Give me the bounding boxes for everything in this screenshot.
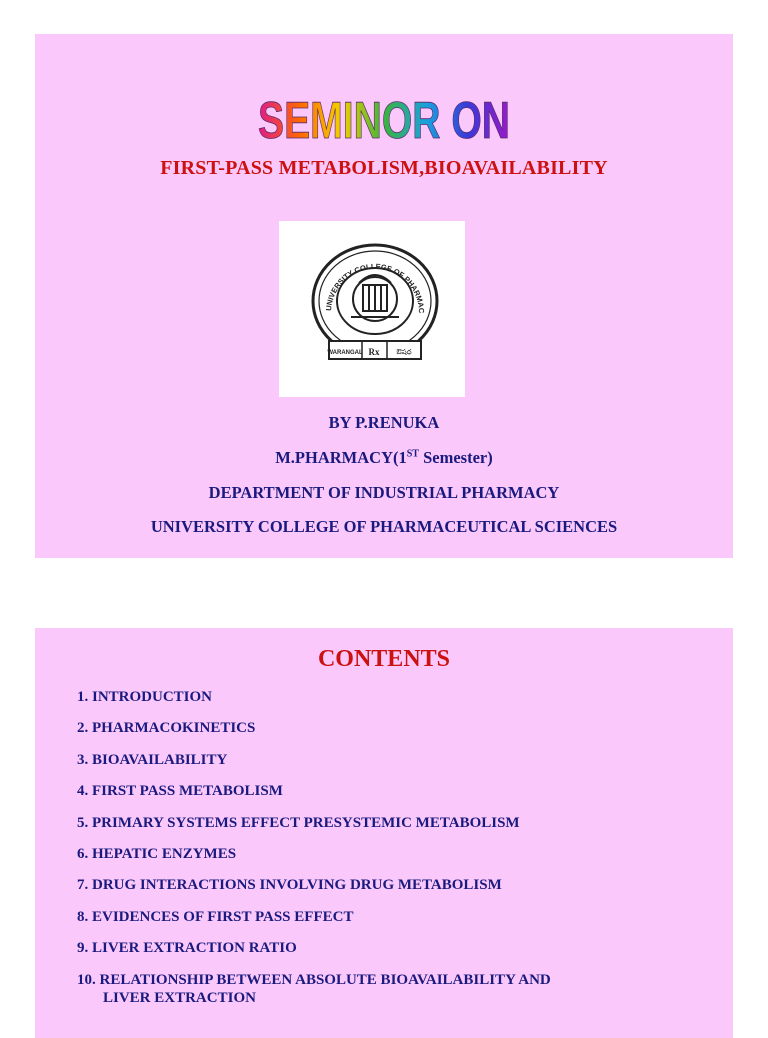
seal-bottom-right: ఔషధ	[396, 348, 412, 356]
contents-slide	[35, 628, 733, 1038]
list-item-multiline	[77, 971, 697, 1007]
seal-bottom-left: WARANGAL	[327, 350, 363, 356]
college-seal-logo	[279, 221, 465, 397]
list-item: 8. EVIDENCES OF FIRST PASS EFFECT	[77, 908, 354, 925]
degree-suffix: Semester)	[418, 448, 493, 467]
list-item: 5. PRIMARY SYSTEMS EFFECT PRESYSTEMIC METABOLISM	[77, 814, 520, 831]
list-item-line2: LIVER EXTRACTION	[103, 989, 256, 1006]
list-item: 7. DRUG INTERACTIONS INVOLVING DRUG METABOLISM	[77, 877, 502, 894]
department-line: DEPARTMENT OF INDUSTRIAL PHARMACY	[208, 483, 560, 502]
seal-ring-text: UNIVERSITY COLLEGE OF PHARMAC	[323, 261, 427, 314]
title-slide	[35, 34, 733, 558]
list-item: 9. LIVER EXTRACTION RATIO	[77, 940, 297, 957]
author-line: BY P.RENUKA	[328, 413, 440, 432]
list-item: 1. INTRODUCTION	[77, 689, 213, 705]
list-item: 2. PHARMACOKINETICS	[77, 720, 256, 737]
contents-heading: CONTENTS	[317, 646, 451, 672]
presentation-subtitle: FIRST-PASS METABOLISM,BIOAVAILABILITY	[160, 157, 608, 179]
banner-wordart	[254, 90, 514, 150]
degree-prefix: M.PHARMACY(1	[275, 448, 407, 467]
list-item: 3. BIOAVAILABILITY	[77, 751, 228, 768]
list-item: 6. HEPATIC ENZYMES	[77, 845, 237, 862]
seal-bottom-mid: Rx	[368, 347, 380, 357]
list-item-line1: 10. RELATIONSHIP BETWEEN ABSOLUTE BIOAVAILABILITY AND	[77, 971, 551, 988]
seminar-banner	[35, 90, 733, 155]
contents-list	[77, 688, 697, 1007]
banner-text: SEMINOR ON	[258, 92, 510, 150]
seal-icon	[279, 221, 465, 397]
degree-superscript: ST	[406, 448, 419, 460]
college-line: UNIVERSITY COLLEGE OF PHARMACEUTICAL SCIENCES	[150, 517, 618, 536]
list-item: 4. FIRST PASS METABOLISM	[77, 783, 283, 800]
degree-line	[35, 448, 733, 468]
